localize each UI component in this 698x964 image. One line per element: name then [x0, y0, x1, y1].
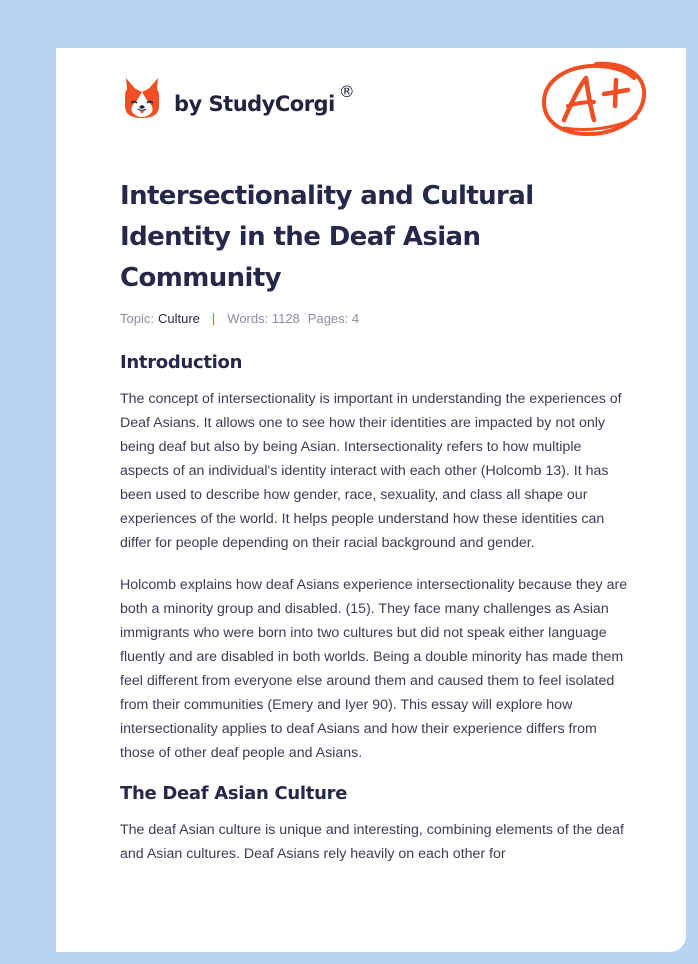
essay-meta	[120, 311, 628, 326]
section-heading-deaf-asian-culture: The Deaf Asian Culture	[120, 783, 348, 804]
page-count: Pages: 4	[307, 311, 360, 326]
brand-name: by StudyCorgi	[174, 92, 335, 116]
section-heading-introduction: Introduction	[120, 352, 243, 373]
meta-separator: |	[211, 311, 216, 326]
registered-mark: ®	[338, 81, 355, 101]
topic-link[interactable]: Culture	[157, 311, 200, 326]
studycorgi-logo[interactable]	[122, 76, 355, 120]
essay-card	[56, 48, 686, 952]
page-header	[56, 48, 686, 168]
essay-content	[120, 176, 628, 866]
paragraph: The concept of intersectionality is important in understanding the experiences of Deaf Asians. It allows one to see how their identities are impacted by not only being deaf but also by being Asian. Intersectionality refers to how multiple aspects of an individual's identity interact with each other (Holcomb 13). It has been used to describe how gender, race, sexuality, and class all shape our experiences of the world. It helps people understand how these identities can differ for people depending on their racial background and gender.	[120, 391, 622, 551]
a-plus-grade-icon	[538, 58, 650, 140]
paragraph: The deaf Asian culture is unique and interesting, combining elements of the deaf and Asian cultures. Deaf Asians rely heavily on each other for	[120, 822, 624, 862]
topic-label: Topic:	[120, 311, 154, 326]
word-count: Words: 1128	[227, 311, 300, 326]
corgi-icon	[122, 76, 162, 120]
paragraph: Holcomb explains how deaf Asians experience intersectionality because they are both a minority group and disabled. (15). They face many challenges as Asian immigrants who were born into two cultures but did not speak either language fluently and are disabled in both worlds. Being a double minority has made them feel different from everyone else around them and caused them to feel isolated from their communities (Emery and Iyer 90). This essay will explore how intersectionality applies to deaf Asians and how their experience differs from those of other deaf people and Asians.	[120, 577, 628, 761]
essay-title: Intersectionality and Cultural Identity in the Deaf Asian Community	[120, 181, 534, 293]
